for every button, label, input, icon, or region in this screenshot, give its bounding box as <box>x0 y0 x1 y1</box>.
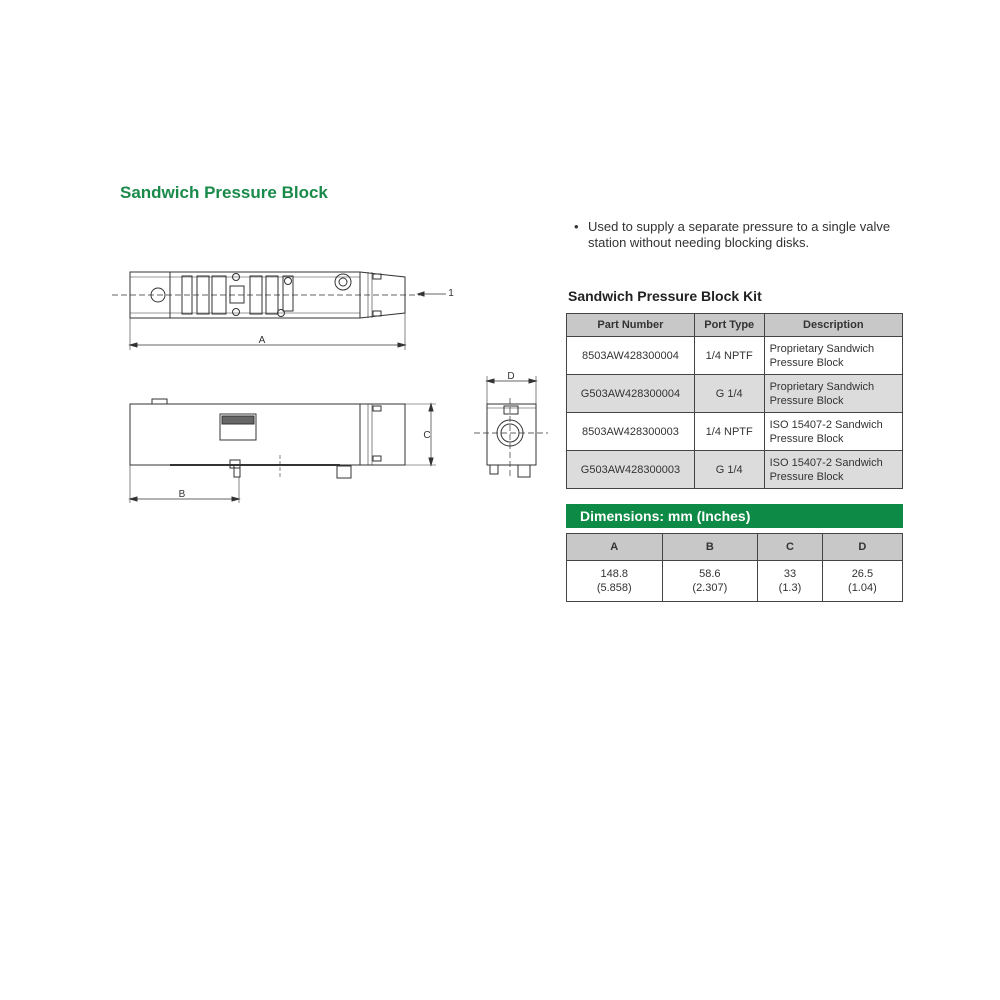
description-line: Proprietary Sandwich <box>769 342 875 355</box>
feature-bullet <box>574 219 914 251</box>
part-number: 8503AW428300003 <box>567 413 695 451</box>
kit-title: Sandwich Pressure Block Kit <box>568 288 762 304</box>
port-type: G 1/4 <box>694 451 764 489</box>
side-view <box>130 399 436 503</box>
end-view <box>474 376 548 477</box>
table-row <box>567 337 903 375</box>
part-number: 8503AW428300004 <box>567 337 695 375</box>
dimensions-table <box>566 533 903 602</box>
dimension-label-b: B <box>178 489 186 500</box>
callout-label: 1 <box>448 288 454 299</box>
column-header: D <box>822 534 902 561</box>
part-number: G503AW428300004 <box>567 375 695 413</box>
table-row <box>567 561 903 602</box>
dimension-label-a: A <box>258 335 266 346</box>
dimension-value <box>662 561 758 602</box>
mm-value: 148.8 <box>600 568 629 580</box>
description-line: Pressure Block <box>769 394 844 407</box>
dimension-label-d: D <box>507 371 515 382</box>
page-title: Sandwich Pressure Block <box>120 183 328 202</box>
technical-drawing <box>0 0 560 520</box>
part-number: G503AW428300003 <box>567 451 695 489</box>
description <box>764 337 902 375</box>
inch-value: (5.858) <box>596 582 632 594</box>
description <box>764 375 902 413</box>
dimensions-header-row <box>567 534 903 561</box>
table-row <box>567 375 903 413</box>
bullet-dot: • <box>574 219 579 234</box>
port-type: 1/4 NPTF <box>694 337 764 375</box>
dimension-value <box>567 561 663 602</box>
port-type: G 1/4 <box>694 375 764 413</box>
column-header: Port Type <box>694 314 764 337</box>
description-line: Proprietary Sandwich <box>769 380 875 393</box>
mm-value: 58.6 <box>699 568 721 580</box>
column-header: A <box>567 534 663 561</box>
description-line: Pressure Block <box>769 470 844 483</box>
description <box>764 451 902 489</box>
dimensions-header: Dimensions: mm (Inches) <box>566 504 903 528</box>
column-header: Part Number <box>567 314 695 337</box>
dimension-label-c: C <box>423 430 431 441</box>
inch-value: (1.04) <box>848 582 877 594</box>
dimension-value <box>822 561 902 602</box>
kit-table <box>566 313 903 489</box>
bullet-text: Used to supply a separate pressure to a single valve station without needing blocking disks. <box>588 219 891 250</box>
description-line: ISO 15407-2 Sandwich <box>769 418 883 431</box>
column-header: Description <box>764 314 902 337</box>
dimension-value <box>758 561 823 602</box>
mm-value: 26.5 <box>851 568 874 580</box>
description-line: ISO 15407-2 Sandwich <box>769 456 883 469</box>
description <box>764 413 902 451</box>
kit-header-row <box>567 314 903 337</box>
column-header: B <box>662 534 758 561</box>
mm-value: 33 <box>783 568 797 580</box>
top-view <box>112 272 446 350</box>
description-line: Pressure Block <box>769 432 844 445</box>
table-row <box>567 413 903 451</box>
table-row <box>567 451 903 489</box>
inch-value: (2.307) <box>692 582 728 594</box>
column-header: C <box>758 534 823 561</box>
inch-value: (1.3) <box>778 582 802 594</box>
description-line: Pressure Block <box>769 356 844 369</box>
port-type: 1/4 NPTF <box>694 413 764 451</box>
